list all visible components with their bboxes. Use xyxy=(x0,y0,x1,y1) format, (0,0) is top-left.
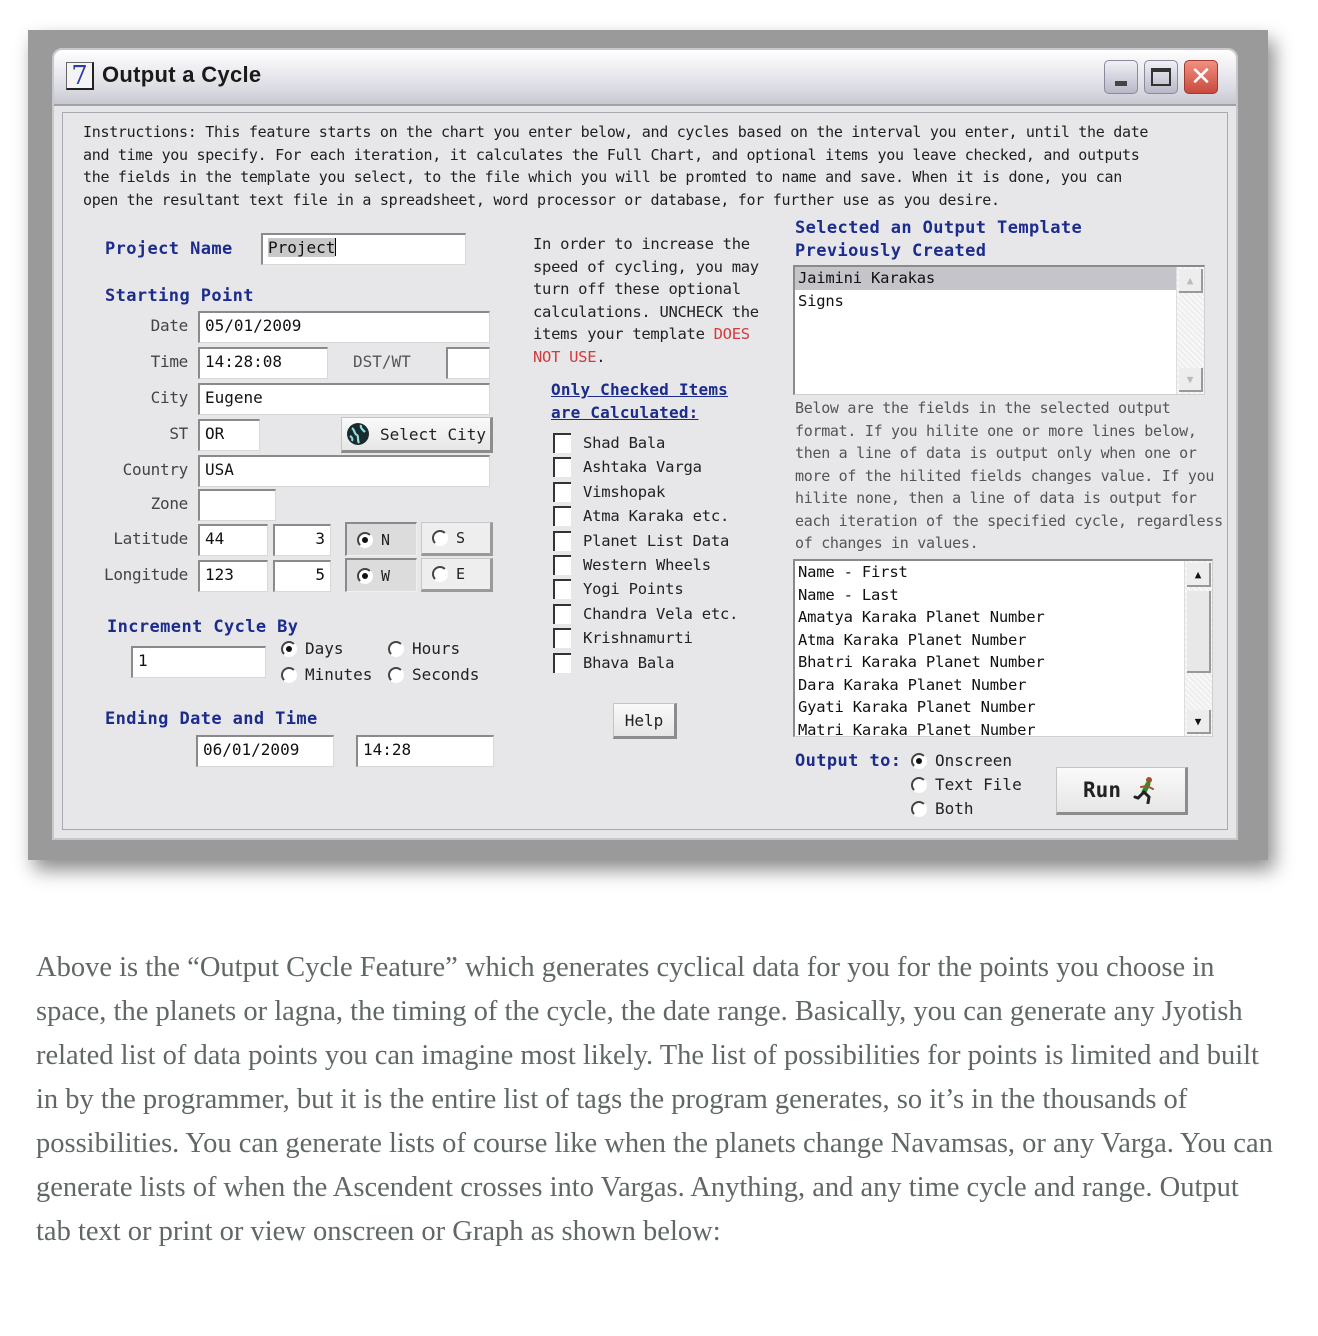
output-onscreen-option[interactable] xyxy=(911,751,1012,770)
output-textfile-option[interactable] xyxy=(911,775,1022,794)
window-title: Output a Cycle xyxy=(102,62,262,87)
field-items xyxy=(795,561,1212,737)
radio-both[interactable] xyxy=(911,801,927,817)
longitude-minutes-input[interactable]: 5 xyxy=(273,560,331,592)
seconds-label: Seconds xyxy=(412,665,480,684)
latitude-north-option[interactable] xyxy=(345,522,417,556)
checkbox[interactable] xyxy=(553,628,571,648)
radio-textfile[interactable] xyxy=(911,777,927,793)
output-cycle-window xyxy=(52,48,1238,840)
longitude-degrees-input[interactable]: 123 xyxy=(198,560,268,592)
app-icon: 7 xyxy=(66,62,94,90)
country-input[interactable]: USA xyxy=(198,455,490,487)
note-text: In order to increase the speed of cycling, you may turn off these optional calculations. UNCHECK the items your template xyxy=(533,235,759,343)
city-input[interactable]: Eugene xyxy=(198,383,490,415)
optional-calculations-note xyxy=(533,233,768,368)
radio-east[interactable] xyxy=(432,566,448,582)
checkbox-label: Yogi Points xyxy=(583,580,684,599)
textfile-label: Text File xyxy=(935,775,1022,794)
scroll-down-icon[interactable]: ▼ xyxy=(1179,368,1203,392)
optional-item-checkbox[interactable] xyxy=(553,626,693,650)
country-label: Country xyxy=(122,460,188,479)
article-paragraph: Above is the “Output Cycle Feature” which generates cyclical data for you for the points you choose in space, the planets or lagna, the timing of the cycle, the date range. Basically, you can generate any Jyotish related list of data points you can imagine most likely. The list of possibilities for points is limited and built in by the programmer, but it is the entire list of tags the program generates, so it’s in the thousands of possibilities. You can generate lists of course like when the planets change Navamsas, or any Varga. You can generate lists of when the Ascendent crosses into Vargas. Anything, and any time cycle and range. Output tab text or print or view onscreen or Graph as shown below: xyxy=(36,952,1273,1247)
checked-heading-line2: are Calculated: xyxy=(551,403,699,422)
field-list-item[interactable]: Amatya Karaka Planet Number xyxy=(798,608,1045,626)
increment-hours-option[interactable] xyxy=(388,639,460,658)
checkbox-label: Bhava Bala xyxy=(583,653,675,672)
template-heading xyxy=(795,217,1082,263)
template-scrollbar[interactable] xyxy=(1176,267,1204,394)
minimize-icon xyxy=(1115,81,1127,86)
close-button[interactable] xyxy=(1184,60,1218,94)
checked-items-heading xyxy=(551,378,728,424)
longitude-east-option[interactable] xyxy=(421,558,493,592)
template-list-item[interactable]: Jaimini Karakas xyxy=(795,267,1176,290)
south-label: S xyxy=(456,529,466,547)
output-to-label: Output to: xyxy=(795,751,902,771)
select-city-button[interactable] xyxy=(341,417,493,453)
optional-item-checkbox[interactable] xyxy=(553,553,711,577)
starting-point-heading: Starting Point xyxy=(105,286,254,306)
note-end: . xyxy=(596,347,606,366)
radio-minutes[interactable] xyxy=(281,667,297,683)
east-label: E xyxy=(456,565,466,583)
end-date-input[interactable]: 06/01/2009 xyxy=(196,735,334,767)
template-list-item[interactable]: Signs xyxy=(798,291,844,310)
both-label: Both xyxy=(935,799,974,818)
fields-description: Below are the fields in the selected output format. If you hilite one or more lines below, then a line of data is output only when one or more of the hilited fields changes value. If you hilite none, then a line of data is output for each iteration of the specified cycle, regardless of changes in values. xyxy=(795,399,1223,552)
checkbox-label: Vimshopak xyxy=(583,482,666,501)
optional-item-checkbox[interactable] xyxy=(553,529,729,553)
date-label: Date xyxy=(150,316,188,335)
scroll-thumb[interactable] xyxy=(1187,591,1211,673)
checkbox-label: Ashtaka Varga xyxy=(583,458,702,477)
field-list-item[interactable]: Name - First xyxy=(798,563,908,581)
checkbox[interactable] xyxy=(553,604,571,624)
checkbox-label: Planet List Data xyxy=(583,531,730,550)
time-label: Time xyxy=(150,352,188,371)
radio-west[interactable] xyxy=(357,568,373,584)
latitude-label: Latitude xyxy=(113,529,188,548)
optional-item-checkbox[interactable] xyxy=(553,455,702,479)
checkbox-label: Atma Karaka etc. xyxy=(583,507,730,526)
scroll-up-icon[interactable]: ▲ xyxy=(1179,269,1203,293)
run-button[interactable] xyxy=(1056,767,1188,815)
instructions-text: Instructions: This feature starts on the chart you enter below, and cycles based on the interval you enter, until the date and time you specify. For each iteration, it calculates the Full Chart, and optional items you leave checked, and outputs the fields in the template you select, to the file which you will be promted to name and save. When it is done, you can open the resultant text file in a spreadsheet, word processor or database, for further use as you desire. xyxy=(83,123,1149,209)
close-icon: ✕ xyxy=(1190,62,1212,92)
template-listbox[interactable] xyxy=(793,265,1205,395)
latitude-minutes-input[interactable]: 3 xyxy=(273,524,331,556)
checkbox[interactable] xyxy=(553,506,571,526)
field-list-item[interactable]: Matri Karaka Planet Number xyxy=(798,720,1036,737)
project-name-value: Project xyxy=(268,238,336,257)
radio-hours[interactable] xyxy=(388,641,404,657)
onscreen-label: Onscreen xyxy=(935,751,1013,770)
zone-label: Zone xyxy=(150,494,188,513)
field-list-item[interactable]: Atma Karaka Planet Number xyxy=(798,630,1027,649)
checkbox[interactable] xyxy=(553,579,571,599)
ending-heading: Ending Date and Time xyxy=(105,709,318,729)
template-heading-line1: Selected an Output Template xyxy=(795,218,1083,238)
running-man-icon xyxy=(1133,776,1159,804)
increment-value-input[interactable]: 1 xyxy=(131,646,266,678)
checkbox[interactable] xyxy=(553,482,571,502)
run-label: Run xyxy=(1083,778,1121,802)
checkbox[interactable] xyxy=(553,457,571,477)
latitude-south-option[interactable] xyxy=(421,522,493,556)
start-time-input[interactable]: 14:28:08 xyxy=(198,347,328,379)
increment-minutes-option[interactable] xyxy=(281,665,372,684)
hours-label: Hours xyxy=(412,639,461,658)
globe-icon xyxy=(346,422,370,446)
field-list-item[interactable]: Bhatri Karaka Planet Number xyxy=(798,653,1045,671)
checkbox[interactable] xyxy=(553,531,571,551)
longitude-west-option[interactable] xyxy=(345,558,417,592)
optional-item-checkbox[interactable] xyxy=(553,602,738,626)
optional-item-checkbox[interactable] xyxy=(553,577,683,601)
field-list-item[interactable]: Name - Last xyxy=(798,585,899,604)
state-input[interactable]: OR xyxy=(198,419,260,451)
dialog-content xyxy=(62,112,1228,830)
scroll-down-icon[interactable]: ▼ xyxy=(1187,710,1211,734)
help-button[interactable]: Help xyxy=(613,703,677,739)
minutes-label: Minutes xyxy=(305,665,373,684)
optional-item-checkbox[interactable] xyxy=(553,431,665,455)
end-time-input[interactable]: 14:28 xyxy=(356,735,494,767)
template-items xyxy=(795,267,1204,312)
dst-label: DST/WT xyxy=(353,352,411,371)
output-both-option[interactable] xyxy=(911,799,974,818)
start-date-input[interactable]: 05/01/2009 xyxy=(198,311,490,343)
template-heading-line2: Previously Created xyxy=(795,241,987,261)
checkbox[interactable] xyxy=(553,433,571,453)
radio-onscreen[interactable] xyxy=(911,753,927,769)
project-name-label: Project Name xyxy=(105,239,233,259)
zone-input[interactable] xyxy=(198,489,276,521)
city-label: City xyxy=(150,388,188,407)
increment-seconds-option[interactable] xyxy=(388,665,479,684)
days-label: Days xyxy=(305,639,344,658)
radio-south[interactable] xyxy=(432,530,448,546)
fields-listbox[interactable] xyxy=(793,559,1213,737)
checkbox-label: Krishnamurti xyxy=(583,629,693,648)
increment-days-option[interactable] xyxy=(281,639,344,658)
radio-seconds[interactable] xyxy=(388,667,404,683)
note-warning: DOES NOT USE xyxy=(533,325,750,366)
radio-days[interactable] xyxy=(281,641,297,657)
project-name-input[interactable] xyxy=(261,233,466,265)
checkbox[interactable] xyxy=(553,555,571,575)
radio-north[interactable] xyxy=(357,532,373,548)
west-label: W xyxy=(381,566,391,585)
fields-scrollbar[interactable] xyxy=(1184,561,1212,736)
st-label: ST xyxy=(169,424,188,443)
checkbox-label: Shad Bala xyxy=(583,434,666,452)
maximize-icon xyxy=(1151,68,1171,86)
select-city-label: Select City xyxy=(380,424,486,444)
field-list-item[interactable]: Gyati Karaka Planet Number xyxy=(798,698,1036,716)
optional-item-checkbox[interactable] xyxy=(553,651,674,675)
north-label: N xyxy=(381,530,391,549)
longitude-label: Longitude xyxy=(104,565,188,584)
text-caret xyxy=(335,238,336,256)
scroll-up-icon[interactable]: ▲ xyxy=(1187,563,1211,587)
title-bar[interactable] xyxy=(54,50,1236,106)
latitude-degrees-input[interactable]: 44 xyxy=(198,524,268,556)
maximize-button[interactable] xyxy=(1144,60,1178,94)
checkbox-label: Chandra Vela etc. xyxy=(583,604,739,623)
checkbox[interactable] xyxy=(553,653,571,673)
optional-item-checkbox[interactable] xyxy=(553,480,665,504)
checkbox-label: Western Wheels xyxy=(583,556,711,574)
minimize-button[interactable] xyxy=(1104,60,1138,94)
increment-heading: Increment Cycle By xyxy=(107,617,299,637)
optional-item-checkbox[interactable] xyxy=(553,504,729,528)
dst-input[interactable] xyxy=(446,347,490,379)
field-list-item[interactable]: Dara Karaka Planet Number xyxy=(798,675,1027,694)
checked-heading-line1: Only Checked Items xyxy=(551,380,728,399)
